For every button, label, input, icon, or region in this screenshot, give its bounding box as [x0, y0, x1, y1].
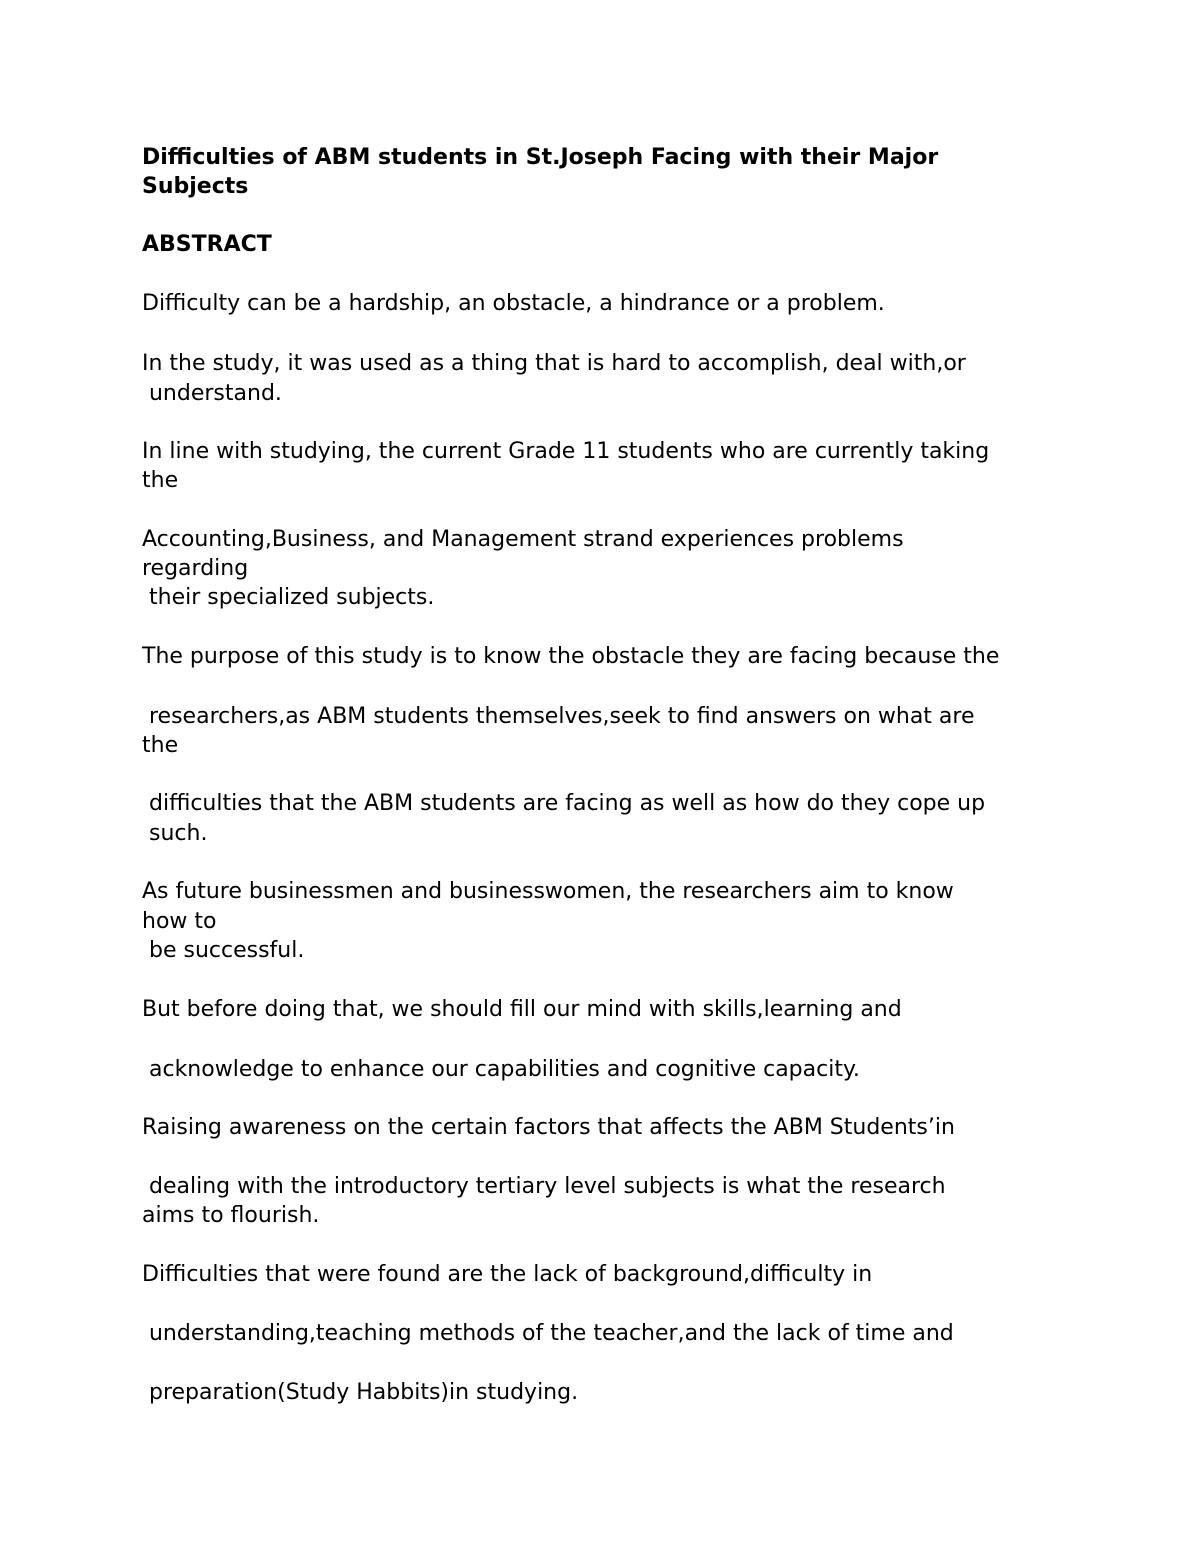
abstract-line-22: Difficulties that were found are the lack of background,difficulty in — [142, 1262, 873, 1287]
abstract-line-10: researchers,as ABM students themselves,seek to find answers on what are — [142, 704, 975, 729]
abstract-line-11: the — [142, 733, 179, 758]
abstract-line-1: Difficulty can be a hardship, an obstacle, a hindrance or a problem. — [142, 291, 885, 316]
abstract-line-12: difficulties that the ABM students are facing as well as how do they cope up — [142, 791, 986, 816]
abstract-line-6: Accounting,Business, and Management strand experiences problems — [142, 527, 904, 552]
abstract-line-19: Raising awareness on the certain factors that affects the ABM Students’in — [142, 1115, 955, 1140]
abstract-line-4: In line with studying, the current Grade 11 students who are currently taking — [142, 439, 990, 464]
abstract-line-7: regarding — [142, 556, 249, 581]
abstract-line-13: such. — [142, 821, 208, 846]
document-title-line-2: Subjects — [142, 174, 249, 199]
abstract-line-5: the — [142, 468, 179, 493]
abstract-line-16: be successful. — [142, 938, 305, 963]
abstract-line-17: But before doing that, we should fill our mind with skills,learning and — [142, 997, 902, 1022]
abstract-line-3: understand. — [142, 381, 282, 406]
abstract-line-21: aims to flourish. — [142, 1203, 320, 1228]
abstract-heading: ABSTRACT — [142, 232, 272, 257]
abstract-line-2: In the study, it was used as a thing that is hard to accomplish, deal with,or — [142, 351, 966, 376]
abstract-line-18: acknowledge to enhance our capabilities and cognitive capacity. — [142, 1057, 860, 1082]
abstract-line-24: preparation(Study Habbits)in studying. — [142, 1380, 579, 1405]
abstract-line-20: dealing with the introductory tertiary level subjects is what the research — [142, 1174, 946, 1199]
abstract-line-14: As future businessmen and businesswomen, the researchers aim to know — [142, 879, 954, 904]
abstract-line-15: how to — [142, 909, 217, 934]
document-title-line-1: Difficulties of ABM students in St.Joseph Facing with their Major — [142, 145, 939, 170]
abstract-line-8: their specialized subjects. — [142, 585, 435, 610]
abstract-line-9: The purpose of this study is to know the obstacle they are facing because the — [142, 644, 1000, 669]
abstract-line-23: understanding,teaching methods of the teacher,and the lack of time and — [142, 1321, 954, 1346]
